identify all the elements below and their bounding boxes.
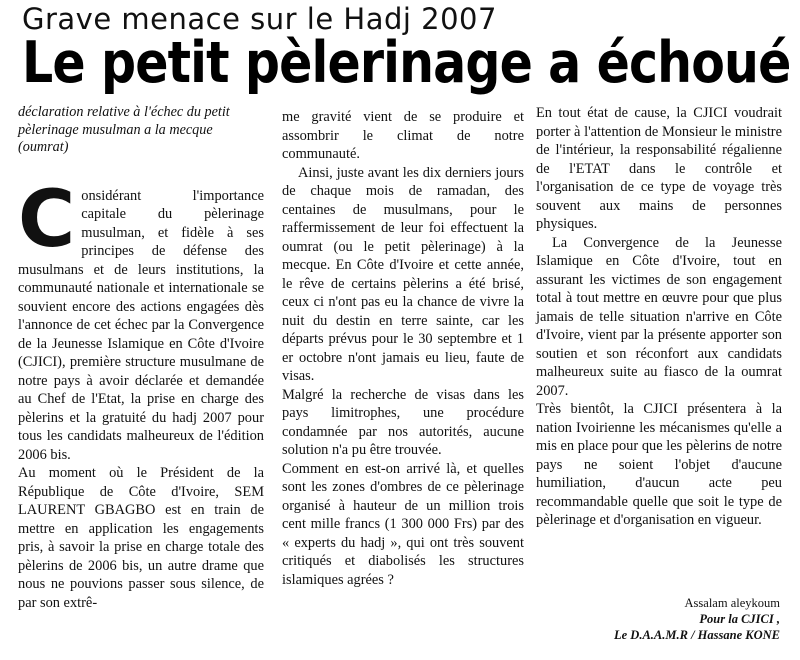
paragraph (18, 174, 264, 465)
lead-text: déclaration relative à l'échec du petit pèlerinage musulman a la mecque (oumrat) (18, 104, 230, 155)
column-3 (536, 104, 782, 530)
kicker: Grave menace sur le Hadj 2007 (22, 2, 497, 36)
paragraph: Comment en est-on arrivé là, et quelles sont les zones d'ombres de ce pèlerinage organisé à hauteur de un million trois cent mille francs (1 300 000 Frs) par des « experts du hadj », qui ont très souvent critiqués et diabolisés les structures islamiques agrées ? (282, 460, 524, 588)
paragraph: Très bientôt, la CJICI présentera à la nation Ivoirienne les mécanismes qu'elle a mis en place pour que les pèlerins de notre pays ne soient l'objet d'aucune humiliation, d'aucun acte peu recommandable quelle que soit le type de pèlerinage et d'organisation en vigueur. (536, 401, 782, 528)
paragraph: En tout état de cause, la CJICI voudrait porter à l'attention de Monsieur le ministre de l'intérieur, la responsabilité régalienne de l'ETAT dans le contrôle et l'organisation de ce type de voyage très souvent aux mains de personnes physiques. (536, 105, 782, 232)
paragraph: Ainsi, juste avant les dix derniers jours de chaque mois de ramadan, des centaines de musulmans, pour le raffermissement de leur foi effectuent la oumrat (ou le petit pèlerinage) à la mecque. En Côte d'Ivoire et cette année, le rêve de certains pèlerins a été brisé, ceux ci n'ont pas eu la chance de vivre la nuit du destin en terre sainte, car les départs prévus pour le 30 septembre et 1 er octobre n'ont jamais eu lieu, faute de visas. (282, 164, 524, 384)
drop-cap: C (18, 174, 76, 265)
paragraph-text: onsidérant l'importance capitale du pèlerinage musulman, et fidèle à ses principes de défense des musulmans et de leurs institutions, la communauté nationale et internationale se souvient encore des actions engagées dès l'annonce de cet échec par la Convergence de la Jeunesse Islamique en Côte d'Ivoire (CJICI), première structure musulmane de notre pays à avoir déclarée et demandée au Chef de l'Etat, la prise en charge des pèlerins et la gratuité du hadj 2007 pour tous les candidats malheureux de l'édition 2006 bis. (18, 187, 264, 463)
signature-greeting: Assalam aleykoum (684, 596, 780, 610)
paragraph: Malgré la recherche de visas dans les pays limitrophes, une procédure condamnée par nos autorités, aucune solution n'a pu être trouvée. (282, 386, 524, 458)
paragraph: La Convergence de la Jeunesse Islamique en Côte d'Ivoire, tout en assurant les victimes de son engagement total à tout mettre en œuvre pour que plus jamais de telle situation n'arrive en Côte d'Ivoire, vient par la présente apporter son soutien et son réconfort aux candidats malheureux suite au fiasco de la oumrat 2007. (536, 234, 782, 399)
signature-author: Le D.A.A.M.R / Hassane KONE (614, 628, 780, 642)
column-1 (18, 104, 264, 612)
signature-org: Pour la CJICI , (699, 612, 780, 626)
column-2 (282, 108, 524, 589)
paragraph: Au moment où le Président de la République de Côte d'Ivoire, SEM LAURENT GBAGBO est en train de mettre en application les engagements pris, à savoir la prise en charge totale des pèlerins de 2006 bis, un autre drame que nous ne pouvions passer sous silence, de par son extrê- (18, 465, 264, 611)
headline: Le petit pèlerinage a échoué (22, 30, 791, 96)
paragraph: me gravité vient de se produire et assombrir le climat de notre communauté. (282, 109, 524, 162)
